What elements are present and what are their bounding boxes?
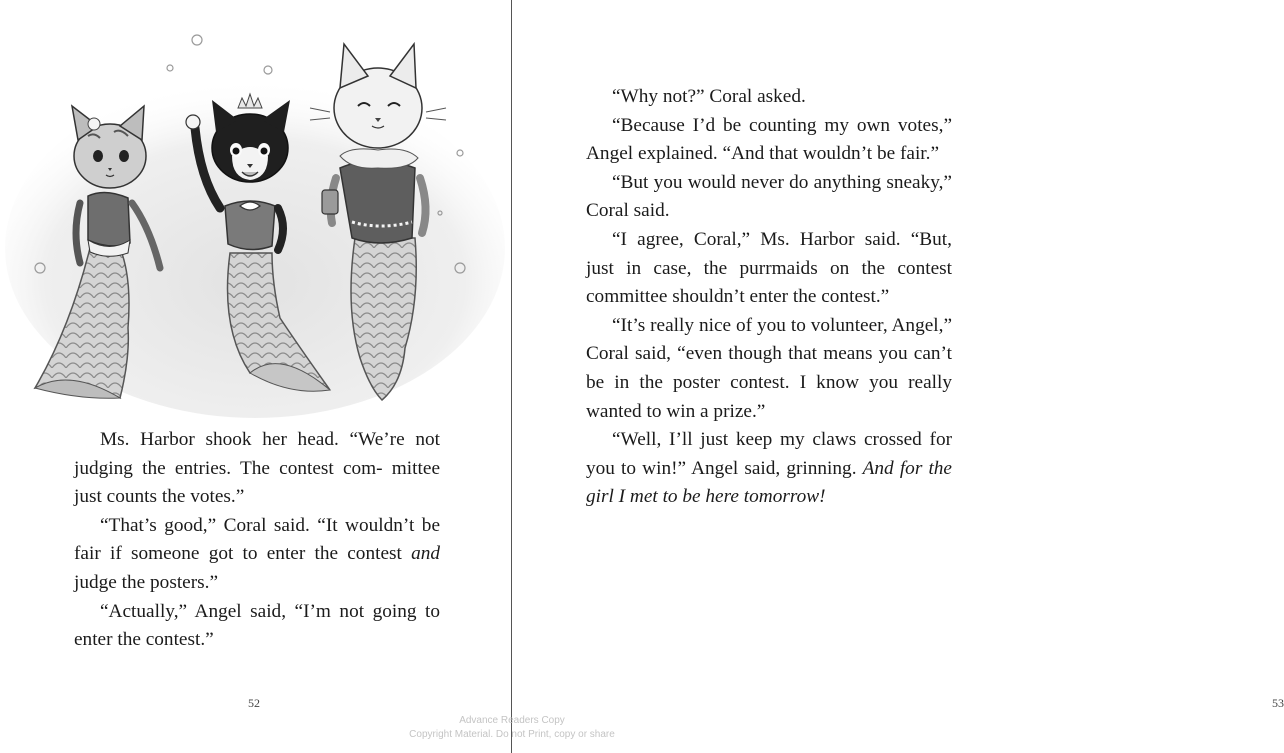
paragraph: “I agree, Coral,” Ms. Harbor said. “But, just in case, the purrmaids on the contest committee shouldn’t enter the contest.”	[586, 228, 952, 308]
right-page-text	[586, 83, 952, 512]
paragraph: “But you would never do anything sneaky,” Coral said.	[586, 171, 952, 222]
paragraph: “Because I’d be counting my own votes,” Angel explained. “And that wouldn’t be fair.”	[586, 114, 952, 165]
purrmaids-illustration-icon	[10, 28, 500, 400]
left-page	[0, 0, 511, 753]
watermark-line: Advance Readers Copy	[459, 715, 565, 726]
paragraph: Ms. Harbor shook her head. “We’re not judging the entries. The contest com- mittee just counts the votes.”	[74, 429, 440, 508]
paragraph: “It’s really nice of you to volunteer, Angel,” Coral said, “even though that means you can’t be in the poster contest. I know you really wanted to win a prize.”	[586, 314, 952, 422]
paragraph: “Well, I’ll just keep my claws crossed for you to win!” Angel said, grinning. And for the girl I met to be here tomorrow!	[586, 429, 952, 508]
watermark-line: Copyright Material. Do not Print, copy or share	[409, 729, 615, 740]
watermark	[362, 714, 662, 742]
left-page-text	[74, 426, 440, 655]
paragraph: “That’s good,” Coral said. “It wouldn’t be fair if someone got to enter the contest and judge the posters.”	[74, 514, 440, 593]
paragraph: “Why not?” Coral asked.	[612, 86, 806, 107]
page-number: 52	[248, 696, 260, 710]
page-number: 53	[1272, 696, 1284, 710]
paragraph: “Actually,” Angel said, “I’m not going to enter the contest.”	[74, 600, 440, 651]
